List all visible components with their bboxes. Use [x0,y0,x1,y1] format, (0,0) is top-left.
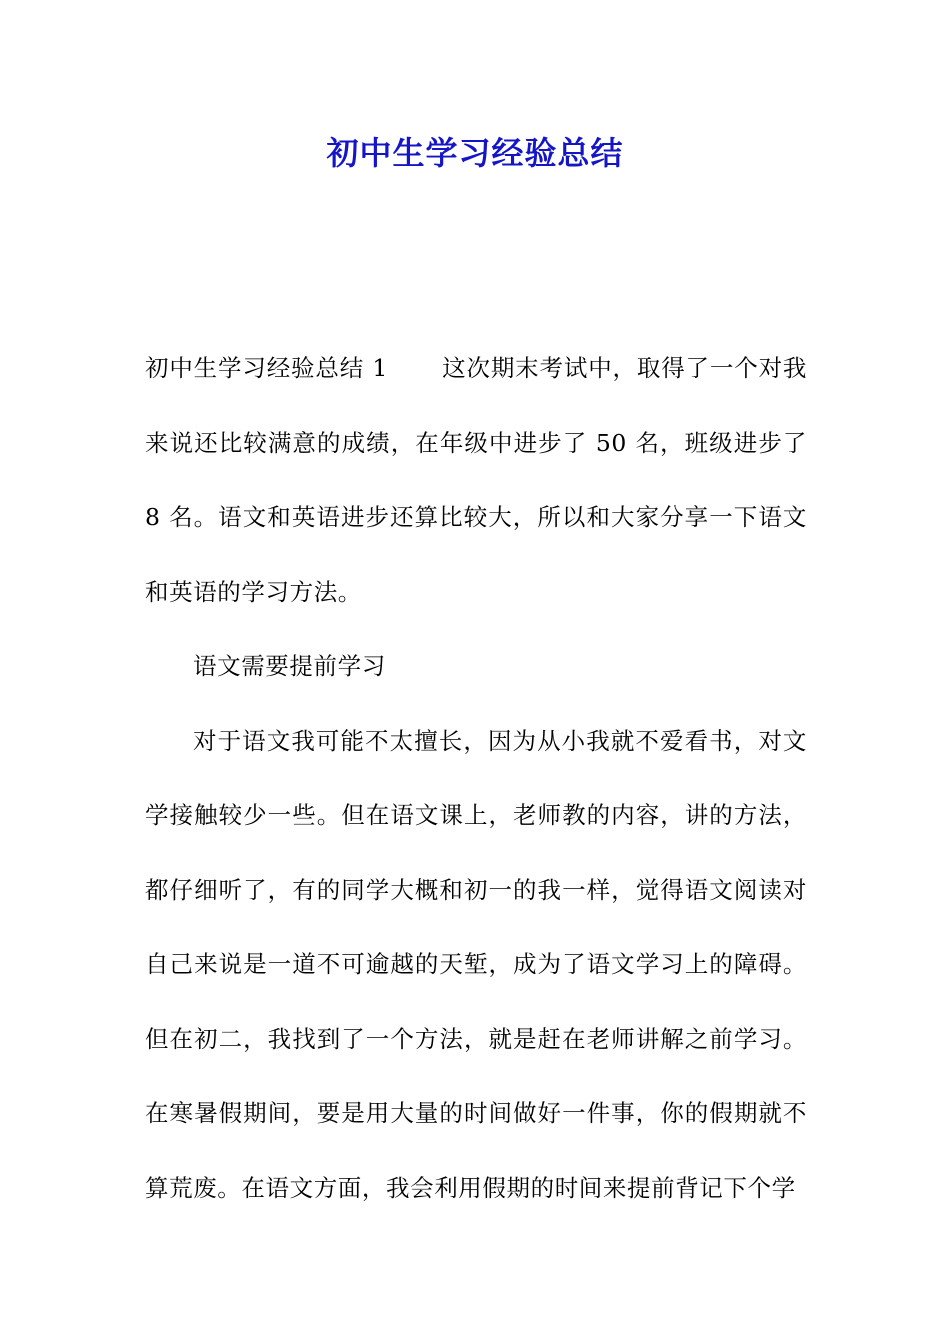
section-heading: 语文需要提前学习 [193,652,386,680]
document-body [145,331,807,1225]
document-title: 初中生学习经验总结 [326,134,624,172]
paragraph-text: 这次期末考试中，取得了一个对我来说还比较满意的成绩，在年级中进步了 50 名，班级进步了 8 名。语文和英语进步还算比较大，所以和大家分享一下语文和英语的学习方法。 [145,354,808,606]
paragraph-lead: 初中生学习经验总结 1 [145,354,388,382]
paragraph-intro [145,331,807,629]
paragraph-chinese: 对于语文我可能不太擅长，因为从小我就不爱看书，对文学接触较少一些。但在语文课上，老师教的内容，讲的方法，都仔细听了，有的同学大概和初一的我一样，觉得语文阅读对自己来说是一道不可逾越的天堑，成为了语文学习上的障碍。但在初二，我找到了一个方法，就是赶在老师讲解之前学习。在寒暑假期间，要是用大量的时间做好一件事，你的假期就不算荒废。在语文方面，我会利用假期的时间来提前背记下个学 [145,726,807,1202]
